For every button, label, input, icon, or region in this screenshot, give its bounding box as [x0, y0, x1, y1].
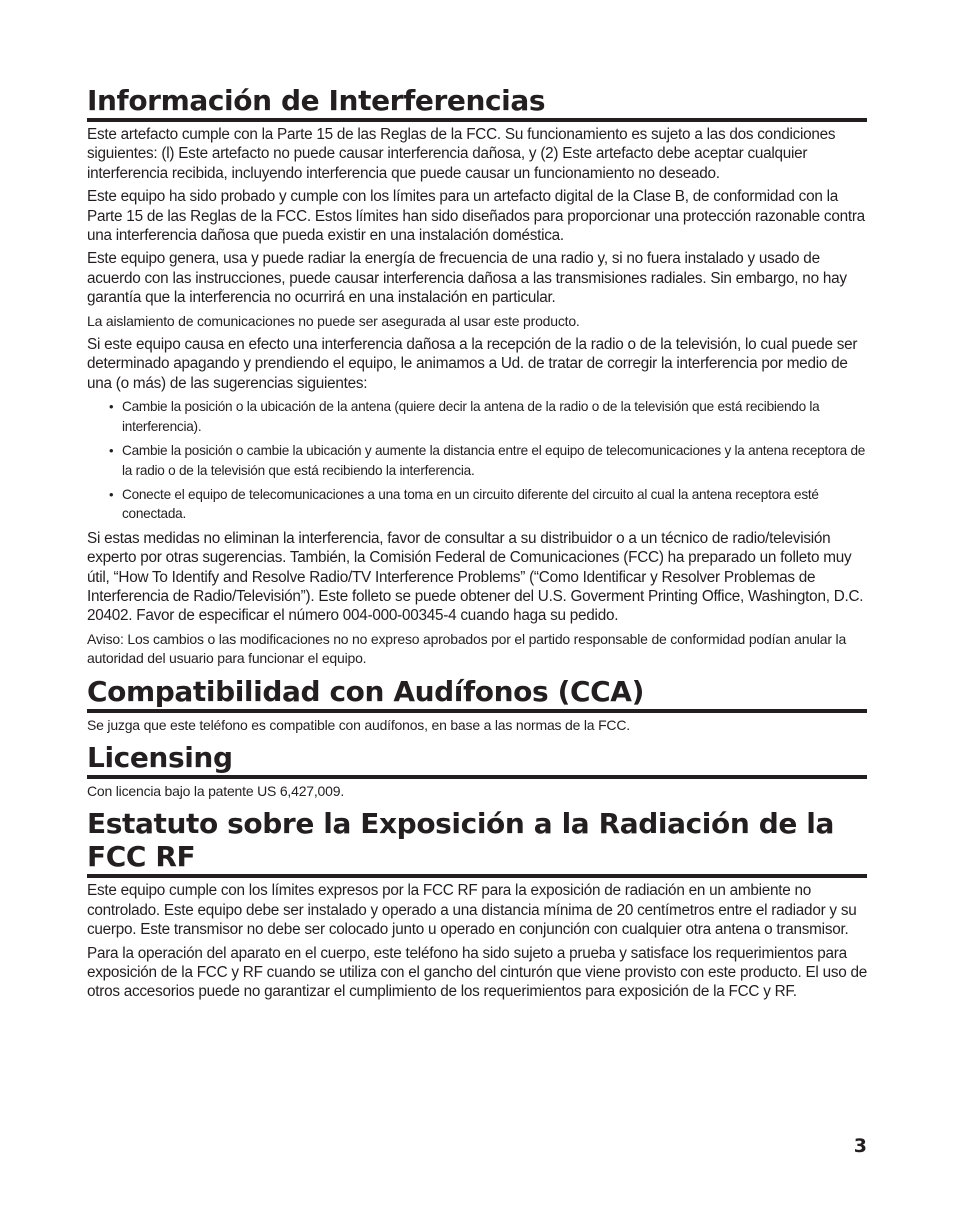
list-item	[109, 485, 867, 524]
list-item	[109, 397, 867, 436]
interference-paragraph-6: Si estas medidas no eliminan la interferencia, favor de consultar a su distribuidor o a un técnico de radio/televisión experto por otras sugerencias. También, la Comisión Federal de Comunicaciones (FCC) ha preparado un folleto muy útil, “How To Identify and Resolve Radio/TV Interference Problems” (“Como Identificar y Resolver Problemas de Interferencia de Radio/Televisión”). Este folleto se puede obtener del U.S. Goverment Printing Office, Washington, D.C. 20402. Favor de especificar el número 004-000-00345-4 cuando haga su pedido.	[87, 529, 864, 625]
list-item	[109, 441, 867, 480]
interference-paragraph-5: Si este equipo causa en efecto una interferencia dañosa a la recepción de la radio o de la televisión, lo cual puede ser determinado apagando y prendiendo el equipo, le animamos a Ud. de tratar de corregir la interferencia por medio de una (o más) de las sugerencias siguientes:	[87, 336, 858, 392]
list-item-text: Cambie la posición o cambie la ubicación y aumente la distancia entre el equipo de telecomunicaciones y la antena receptora de la radio o de la televisión que está recibiendo la interferencia.	[122, 443, 866, 478]
rf-paragraph-1: Este equipo cumple con los límites expresos por la FCC RF para la exposición de radiación en un ambiente no controlado. Este equipo debe ser instalado y operado a una distancia mínima de 20 centímetros entre el radiador y su cuerpo. Este transmisor no debe ser colocado junto u operado en conjunción con cualquier otra antena o transmisor.	[87, 882, 857, 939]
interference-paragraph-1: Este artefacto cumple con la Parte 15 de las Reglas de la FCC. Su funcionamiento es sujeto a las dos condiciones siguientes: (l) Este artefacto no puede causar interferencia dañosa, y (2) Este artefacto debe aceptar cualquier interferencia recibida, incluyendo interferencia que puede causar un funcionamiento no deseado.	[87, 126, 836, 182]
document-page	[87, 84, 867, 1006]
interference-paragraph-4: La aislamiento de comunicaciones no puede ser asegurada al usar este producto.	[87, 312, 580, 329]
hac-paragraph: Se juzga que este teléfono es compatible con audífonos, en base a las normas de la FCC.	[87, 716, 630, 733]
heading-rf-exposure: Estatuto sobre la Exposición a la Radiación de la FCC RF	[87, 807, 867, 878]
interference-paragraph-3: Este equipo genera, usa y puede radiar la energía de frecuencia de una radio y, si no fuera instalado y usado de acuerdo con las instrucciones, puede causar interferencia dañosa a las transmisiones radiales. Sin embargo, no hay garantía que la interferencia no ocurrirá en una instalación en particular.	[87, 250, 847, 307]
interference-paragraph-7: Aviso: Los cambios o las modificaciones no no expreso aprobados por el partido responsable de conformidad podían anular la autoridad del usuario para funcionar el equipo.	[87, 630, 847, 667]
list-item-text: Conecte el equipo de telecomunicaciones a una toma en un circuito diferente del circuito al cual la antena receptora esté conectada.	[122, 486, 819, 522]
list-item-text: Cambie la posición o la ubicación de la antena (quiere decir la antena de la radio o de la televisión que está recibiendo la interferencia).	[122, 399, 820, 434]
interference-paragraph-2: Este equipo ha sido probado y cumple con los límites para un artefacto digital de la Clase B, de conformidad con la Parte 15 de las Reglas de la FCC. Estos límites han sido diseñados para proporcionar una protección razonable contra una interferencia dañosa que pueda existir en una instalación doméstica.	[87, 188, 865, 245]
bullet-icon: •	[109, 486, 114, 502]
suggestions-list	[87, 397, 867, 523]
bullet-icon: •	[109, 443, 114, 459]
page-number: 3	[853, 1135, 867, 1157]
heading-hac: Compatibilidad con Audífonos (CCA)	[87, 675, 867, 713]
bullet-icon: •	[109, 399, 114, 415]
licensing-paragraph: Con licencia bajo la patente US 6,427,009.	[87, 782, 345, 799]
rf-paragraph-2: Para la operación del aparato en el cuerpo, este teléfono ha sido sujeto a prueba y satisface los requerimientos para exposición de la FCC y RF cuando se utiliza con el gancho del cinturón que viene provisto con este producto. El uso de otros accesorios puede no garantizar el cumplimiento de los requerimientos para exposición de la FCC y RF.	[87, 944, 868, 1001]
heading-interference: Información de Interferencias	[87, 84, 867, 122]
heading-licensing: Licensing	[87, 741, 867, 779]
